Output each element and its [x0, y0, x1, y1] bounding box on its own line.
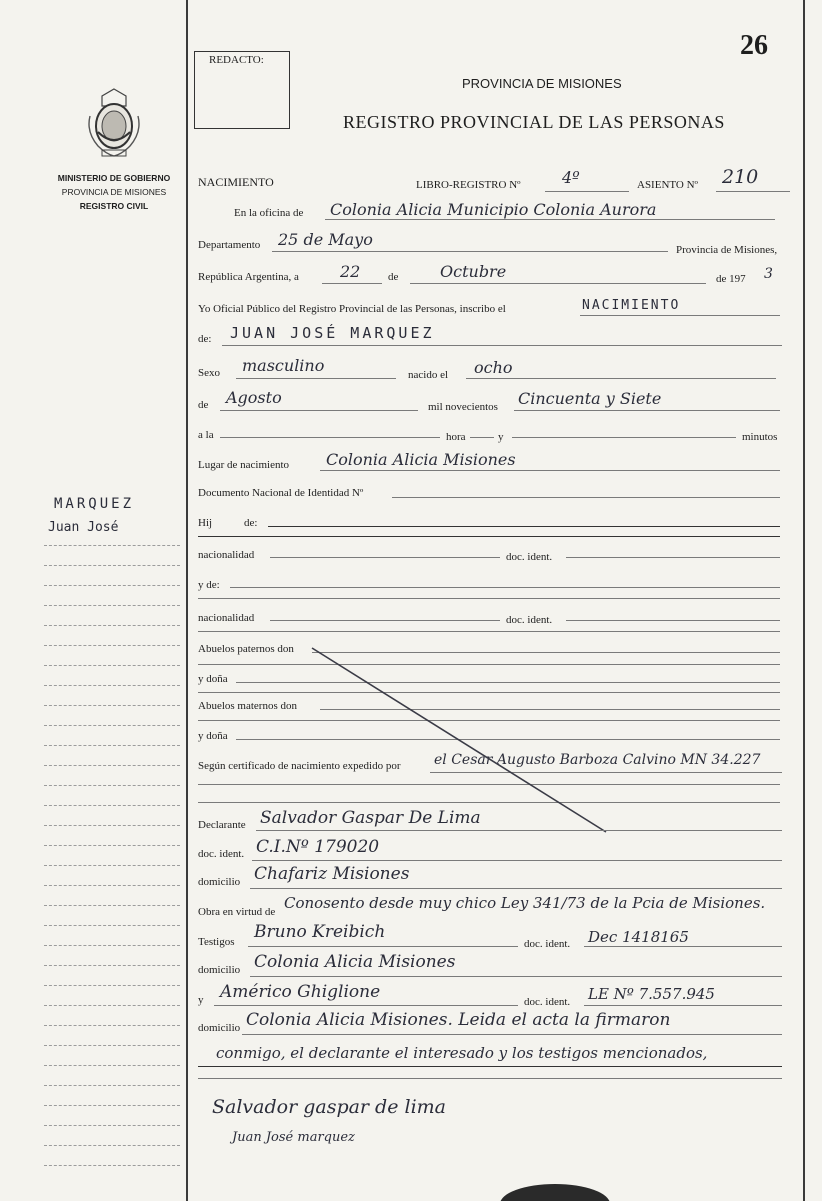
- testigos-label: Testigos: [198, 936, 235, 948]
- finger-shadow: [500, 1184, 610, 1201]
- declarante-doc-label: doc. ident.: [198, 848, 245, 860]
- lugar-value: Colonia Alicia Misiones: [326, 450, 516, 469]
- testigo2-value: Américo Ghiglione: [220, 982, 381, 1002]
- certificado-label: Según certificado de nacimiento expedido por: [198, 760, 401, 772]
- page-number: 26: [740, 30, 768, 61]
- de2-label: de: [198, 399, 209, 411]
- domicilio3-label: domicilio: [198, 1022, 241, 1034]
- obra-value: Conosento desde muy chico Ley 341/73 de la Pcia de Misiones.: [284, 894, 766, 912]
- hora-label: hora: [446, 431, 466, 443]
- domicilio3-value: Colonia Alicia Misiones. Leida el acta la firmaron: [246, 1010, 671, 1030]
- year-label: de 197: [716, 273, 746, 285]
- mil-label: mil novecientos: [428, 401, 498, 413]
- obra-label: Obra en virtud de: [198, 906, 276, 918]
- domicilio2-value: Colonia Alicia Misiones: [254, 952, 456, 972]
- y-label: y: [498, 431, 504, 443]
- asiento-label: ASIENTO Nº: [637, 179, 698, 191]
- redacto-label: REDACTO:: [209, 54, 264, 66]
- de-colon-label: de:: [198, 333, 212, 345]
- testigo2-doc-value: LE Nº 7.557.945: [588, 985, 715, 1003]
- testigo1-doc-label: doc. ident.: [524, 938, 571, 950]
- y-dona2-label: y doña: [198, 730, 228, 742]
- sidebar-surname: MARQUEZ: [54, 496, 135, 512]
- minutos-label: minutos: [742, 431, 778, 443]
- day-value: 22: [340, 262, 361, 281]
- doc-ident2-label: doc. ident.: [506, 614, 553, 626]
- coat-of-arms-emblem: [84, 86, 144, 162]
- declarante-doc-value: C.I.Nº 179020: [256, 837, 380, 857]
- closing-line: conmigo, el declarante el interesado y los testigos mencionados,: [216, 1044, 708, 1062]
- nacimiento-label: NACIMIENTO: [198, 175, 274, 189]
- de3-label: de:: [244, 517, 258, 529]
- departamento-label: Departamento: [198, 239, 261, 251]
- right-margin-line: [803, 0, 805, 1201]
- nacionalidad-label: nacionalidad: [198, 549, 255, 561]
- a-la-label: a la: [198, 429, 214, 441]
- nacido-value: ocho: [474, 358, 513, 377]
- sidebar-civil: REGISTRO CIVIL: [79, 201, 149, 211]
- registrant-signature: Juan José marquez: [232, 1130, 355, 1145]
- asiento-value: 210: [722, 166, 759, 188]
- oficial-value: NACIMIENTO: [582, 298, 681, 313]
- y2-label: y: [198, 994, 204, 1006]
- oficial-text: Yo Oficial Público del Registro Provincial de las Personas, inscribo el: [198, 303, 506, 315]
- sidebar-ministry: MINISTERIO DE GOBIERNO: [57, 173, 171, 183]
- declarante-value: Salvador Gaspar De Lima: [260, 808, 481, 828]
- abuelos-maternos-label: Abuelos maternos don: [198, 700, 297, 712]
- month-value: Octubre: [440, 262, 507, 281]
- y-de-label: y de:: [198, 579, 220, 591]
- doc-ident-label: doc. ident.: [506, 551, 553, 563]
- republica-label: República Argentina, a: [198, 271, 299, 283]
- sexo-label: Sexo: [198, 367, 220, 379]
- header-province: PROVINCIA DE MISIONES: [462, 76, 622, 91]
- year-digit: 3: [764, 266, 773, 282]
- oficina-value: Colonia Alicia Municipio Colonia Aurora: [330, 200, 657, 219]
- domicilio-value: Chafariz Misiones: [254, 864, 410, 884]
- lugar-label: Lugar de nacimiento: [198, 459, 290, 471]
- y-dona-label: y doña: [198, 673, 228, 685]
- declarante-label: Declarante: [198, 819, 246, 831]
- sexo-value: masculino: [242, 356, 325, 375]
- anio-value: Cincuenta y Siete: [518, 389, 662, 408]
- domicilio2-label: domicilio: [198, 964, 241, 976]
- hijo-label: Hij: [198, 517, 213, 529]
- dni-label: Documento Nacional de Identidad Nº: [198, 487, 364, 499]
- mes-value: Agosto: [226, 388, 282, 407]
- sidebar-province: PROVINCIA DE MISIONES: [61, 187, 167, 197]
- testigo2-doc-label: doc. ident.: [524, 996, 571, 1008]
- provincia-suffix: Provincia de Misiones,: [676, 244, 778, 256]
- abuelos-paternos-label: Abuelos paternos don: [198, 643, 294, 655]
- header-registry: REGISTRO PROVINCIAL DE LAS PERSONAS: [343, 112, 725, 132]
- de-label: de: [388, 271, 399, 283]
- libro-label: LIBRO-REGISTRO Nº: [416, 179, 521, 191]
- certificado-value: el Cesar Augusto Barboza Calvino MN 34.227: [434, 752, 761, 768]
- redacto-box: [194, 51, 290, 129]
- departamento-value: 25 de Mayo: [278, 230, 373, 249]
- libro-value: 4º: [562, 168, 580, 187]
- oficina-label: En la oficina de: [234, 207, 304, 219]
- nombre-value: JUAN JOSÉ MARQUEZ: [230, 324, 435, 342]
- nacionalidad2-label: nacionalidad: [198, 612, 255, 624]
- sidebar-given-names: Juan José: [48, 520, 119, 535]
- testigo1-value: Bruno Kreibich: [254, 922, 386, 942]
- nacido-label: nacido el: [408, 369, 449, 381]
- declarant-signature: Salvador gaspar de lima: [212, 1096, 447, 1118]
- domicilio-label: domicilio: [198, 876, 241, 888]
- testigo1-doc-value: Dec 1418165: [588, 928, 689, 946]
